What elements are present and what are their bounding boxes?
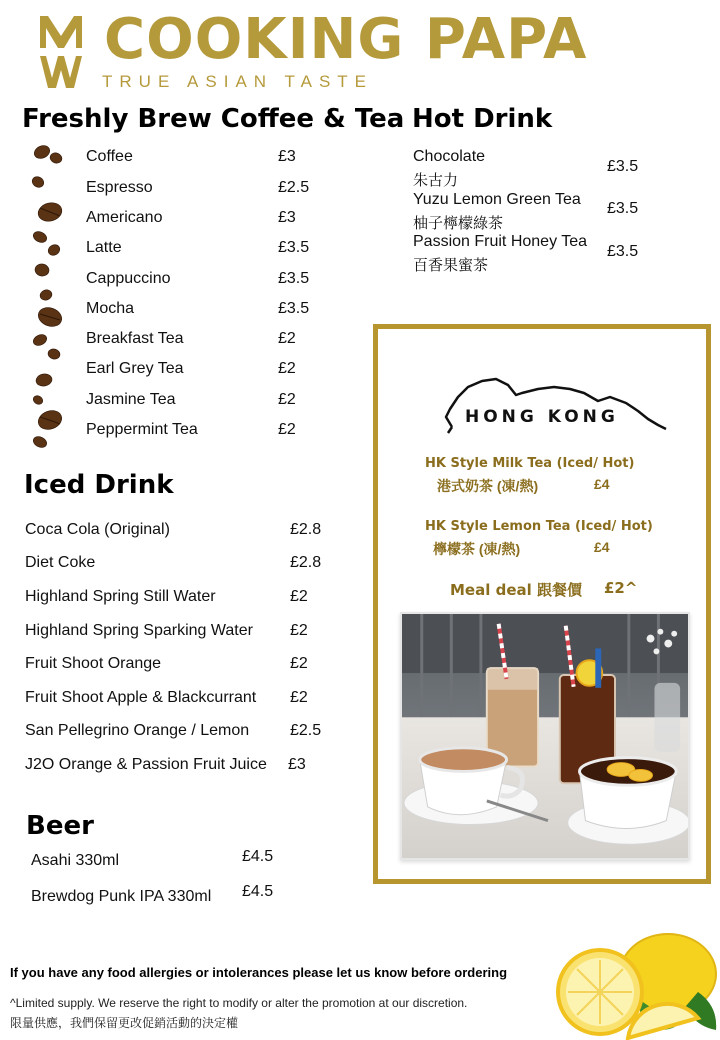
hk-drinks-photo [400,612,690,860]
coffee-item-name: Latte [86,239,122,256]
coffee-item-price: £2 [278,360,296,377]
brand-tagline: TRUE ASIAN TASTE [102,72,374,91]
coffee-item-price: £3.5 [278,270,310,287]
hot-drink-item-name: Yuzu Lemon Green Tea [413,191,581,208]
coffee-item-price: £3.5 [278,239,310,256]
beer-item-name: Brewdog Punk IPA 330ml [31,888,212,905]
iced-drink-item-name: San Pellegrino Orange / Lemon [25,722,250,739]
hot-drink-item-name: Passion Fruit Honey Tea [413,233,588,250]
iced-drink-item-name: Fruit Shoot Orange [25,655,162,672]
coffee-item-price: £3.5 [278,300,310,317]
iced-drink-title: Iced Drink [24,470,174,500]
iced-drink-item-name: Diet Coke [25,554,96,571]
meal-deal-label: Meal deal 跟餐價 [450,581,582,599]
iced-drink-item-name: Coca Cola (Original) [25,521,170,538]
hot-drink-item-price: £3.5 [607,200,639,217]
iced-drink-item-price: £2 [290,588,308,605]
coffee-item-price: £2.5 [278,179,310,196]
coffee-item-price: £2 [278,421,296,438]
iced-drink-item-price: £2 [290,689,308,706]
hot-drink-title: Hot Drink [412,104,553,134]
iced-drink-item-name: Fruit Shoot Apple & Blackcurrant [25,689,257,706]
coffee-item-name: Americano [86,209,163,226]
coffee-item-name: Peppermint Tea [86,421,198,438]
hk-lemon-tea-name-cn: 檸檬茶 (凍/熱) [433,541,521,557]
coffee-item-name: Breakfast Tea [86,330,184,347]
coffee-item-name: Earl Grey Tea [86,360,184,377]
hot-drink-item-name-cn: 柚子檸檬綠茶 [413,215,504,232]
hk-milk-tea-price: £4 [594,476,610,492]
allergy-notice: If you have any food allergies or intolerances please let us know before ordering [10,965,508,980]
coffee-item-name: Coffee [86,148,133,165]
iced-drink-item-price: £2.8 [290,521,322,538]
iced-drink-item-name: J2O Orange & Passion Fruit Juice [25,756,267,773]
coffee-item-price: £3 [278,148,296,165]
brand-logo-mark [36,12,86,92]
iced-drink-item-price: £2.5 [290,722,322,739]
hot-drink-item-name: Chocolate [413,148,486,165]
coffee-item-price: £3 [278,209,296,226]
coffee-item-price: £2 [278,391,296,408]
promo-notice: ^Limited supply. We reserve the right to modify or alter the promotion at our discretion. [10,996,468,1010]
hk-lemon-tea-name: HK Style Lemon Tea (Iced/ Hot) [425,519,653,534]
brand-name: COOKING PAPA [104,7,588,72]
hk-milk-tea-name-cn: 港式奶茶 (凍/熱) [437,478,539,494]
coffee-item-name: Espresso [86,179,153,196]
hong-kong-label: HONG KONG [465,407,619,427]
promo-notice-cn: 限量供應，我們保留更改促銷活動的決定權 [10,1016,239,1030]
coffee-item-name: Jasmine Tea [86,391,176,408]
beer-item-price: £4.5 [242,848,274,865]
hot-drink-item-price: £3.5 [607,158,639,175]
iced-drink-item-name: Highland Spring Still Water [25,588,216,605]
lemons-decoration [548,926,720,1040]
beer-item-name: Asahi 330ml [31,852,120,869]
iced-drink-item-price: £2 [290,655,308,672]
beer-item-price: £4.5 [242,883,274,900]
coffee-item-price: £2 [278,330,296,347]
hot-drink-item-name-cn: 朱古力 [413,172,459,189]
coffee-tea-title: Freshly Brew Coffee & Tea [22,104,405,134]
coffee-item-name: Cappuccino [86,270,171,287]
iced-drink-item-price: £2.8 [290,554,322,571]
beer-title: Beer [26,811,94,841]
hk-milk-tea-name: HK Style Milk Tea (Iced/ Hot) [425,456,635,471]
hong-kong-promo-box [373,324,711,884]
meal-deal-price: £2^ [604,579,638,597]
iced-drink-item-name: Highland Spring Sparking Water [25,622,253,639]
coffee-item-name: Mocha [86,300,135,317]
coffee-beans-decoration [28,142,68,454]
hot-drink-item-price: £3.5 [607,243,639,260]
hot-drink-item-name-cn: 百香果蜜茶 [413,257,489,274]
iced-drink-item-price: £3 [288,756,306,773]
hk-lemon-tea-price: £4 [594,539,610,555]
iced-drink-item-price: £2 [290,622,308,639]
